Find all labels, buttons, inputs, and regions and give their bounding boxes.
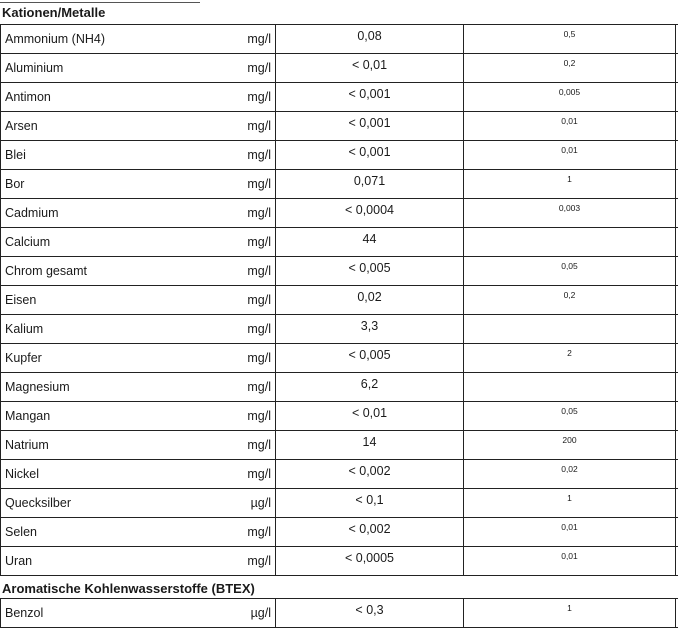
results-table [0,24,678,576]
parameter-name: Nickel [5,467,40,481]
value-cell [276,112,464,140]
table-row [0,599,678,628]
measured-value: < 0,0004 [344,203,394,217]
unit-label: mg/l [247,438,271,452]
value-cell [276,547,464,575]
unit-label: mg/l [247,119,271,133]
parameter-cell [0,199,276,227]
unit-label: mg/l [247,467,271,481]
limit-value: 0,01 [464,112,676,140]
value-cell [276,199,464,227]
table-row [0,431,678,460]
parameter-cell [0,315,276,343]
table-row [0,199,678,228]
measured-value: 3,3 [360,319,379,333]
unit-label: µg/l [250,606,271,620]
parameter-name: Bor [5,177,25,191]
unit-label: mg/l [247,525,271,539]
unit-label: mg/l [247,206,271,220]
value-cell [276,431,464,459]
parameter-cell [0,257,276,285]
table-row [0,228,678,257]
unit-label: µg/l [250,496,271,510]
table-row [0,373,678,402]
measured-value: < 0,001 [348,145,391,159]
value-cell [276,599,464,627]
parameter-name: Aluminium [5,61,64,75]
value-cell [276,228,464,256]
measured-value: 14 [362,435,377,449]
section-title: Aromatische Kohlenwasserstoffe (BTEX) [2,581,255,596]
measured-value: 6,2 [360,377,379,391]
parameter-cell [0,518,276,546]
table-row [0,141,678,170]
section-title: Kationen/Metalle [2,5,106,20]
parameter-cell [0,344,276,372]
value-cell [276,25,464,53]
parameter-name: Benzol [5,606,44,620]
parameter-name: Chrom gesamt [5,264,87,278]
parameter-cell [0,228,276,256]
unit-label: mg/l [247,554,271,568]
limit-value: 0,05 [464,257,676,285]
measured-value: 0,071 [353,174,386,188]
limit-value: 200 [464,431,676,459]
table-row [0,547,678,576]
value-cell [276,489,464,517]
unit-label: mg/l [247,322,271,336]
parameter-cell [0,460,276,488]
limit-value: 0,003 [464,199,676,227]
unit-label: mg/l [247,409,271,423]
table-row [0,518,678,547]
table-row [0,25,678,54]
parameter-name: Eisen [5,293,37,307]
value-cell [276,257,464,285]
unit-label: mg/l [247,177,271,191]
table-row [0,83,678,112]
parameter-cell [0,489,276,517]
unit-label: mg/l [247,90,271,104]
measured-value: < 0,005 [348,348,391,362]
value-cell [276,286,464,314]
limit-value: 0,01 [464,518,676,546]
value-cell [276,460,464,488]
limit-value: 1 [464,170,676,198]
table-row [0,286,678,315]
table-row [0,112,678,141]
parameter-name: Kupfer [5,351,42,365]
parameter-name: Antimon [5,90,51,104]
value-cell [276,141,464,169]
value-cell [276,315,464,343]
table-row [0,489,678,518]
measured-value: 44 [362,232,377,246]
table-row [0,54,678,83]
parameter-cell [0,402,276,430]
measured-value: < 0,01 [351,58,388,72]
parameter-name: Arsen [5,119,38,133]
parameter-name: Cadmium [5,206,59,220]
measured-value: 0,08 [357,29,382,43]
parameter-cell [0,83,276,111]
table-row [0,460,678,489]
parameter-name: Kalium [5,322,44,336]
limit-value: 1 [464,599,676,627]
parameter-cell [0,54,276,82]
value-cell [276,518,464,546]
value-cell [276,83,464,111]
measured-value: < 0,0005 [344,551,394,565]
limit-value [464,373,676,401]
limit-value: 0,02 [464,460,676,488]
parameter-cell [0,112,276,140]
limit-value: 1 [464,489,676,517]
value-cell [276,373,464,401]
parameter-name: Uran [5,554,33,568]
table-row [0,402,678,431]
parameter-name: Ammonium (NH4) [5,32,106,46]
parameter-cell [0,170,276,198]
measured-value: < 0,002 [348,522,391,536]
limit-value: 0,05 [464,402,676,430]
unit-label: mg/l [247,380,271,394]
unit-label: mg/l [247,264,271,278]
parameter-name: Natrium [5,438,49,452]
parameter-cell [0,25,276,53]
measured-value: < 0,3 [355,603,384,617]
value-cell [276,344,464,372]
measured-value: < 0,005 [348,261,391,275]
unit-label: mg/l [247,351,271,365]
limit-value: 0,01 [464,547,676,575]
parameter-name: Selen [5,525,37,539]
limit-value: 0,5 [464,25,676,53]
measured-value: < 0,001 [348,116,391,130]
top-rule [0,2,200,3]
measured-value: < 0,001 [348,87,391,101]
measured-value: < 0,01 [351,406,388,420]
parameter-name: Mangan [5,409,51,423]
parameter-cell [0,599,276,627]
table-row [0,315,678,344]
parameter-name: Calcium [5,235,51,249]
measured-value: 0,02 [357,290,382,304]
measured-value: < 0,002 [348,464,391,478]
limit-value [464,315,676,343]
unit-label: mg/l [247,32,271,46]
limit-value [464,228,676,256]
limit-value: 2 [464,344,676,372]
parameter-cell [0,286,276,314]
parameter-cell [0,373,276,401]
parameter-name: Quecksilber [5,496,71,510]
table-row [0,257,678,286]
value-cell [276,54,464,82]
limit-value: 0,2 [464,54,676,82]
parameter-cell [0,547,276,575]
limit-value: 0,01 [464,141,676,169]
limit-value: 0,2 [464,286,676,314]
results-table [0,598,678,628]
parameter-cell [0,431,276,459]
table-row [0,170,678,199]
table-row [0,344,678,373]
unit-label: mg/l [247,61,271,75]
value-cell [276,402,464,430]
unit-label: mg/l [247,235,271,249]
measured-value: < 0,1 [355,493,384,507]
unit-label: mg/l [247,148,271,162]
unit-label: mg/l [247,293,271,307]
parameter-name: Blei [5,148,26,162]
parameter-name: Magnesium [5,380,70,394]
limit-value: 0,005 [464,83,676,111]
parameter-cell [0,141,276,169]
value-cell [276,170,464,198]
